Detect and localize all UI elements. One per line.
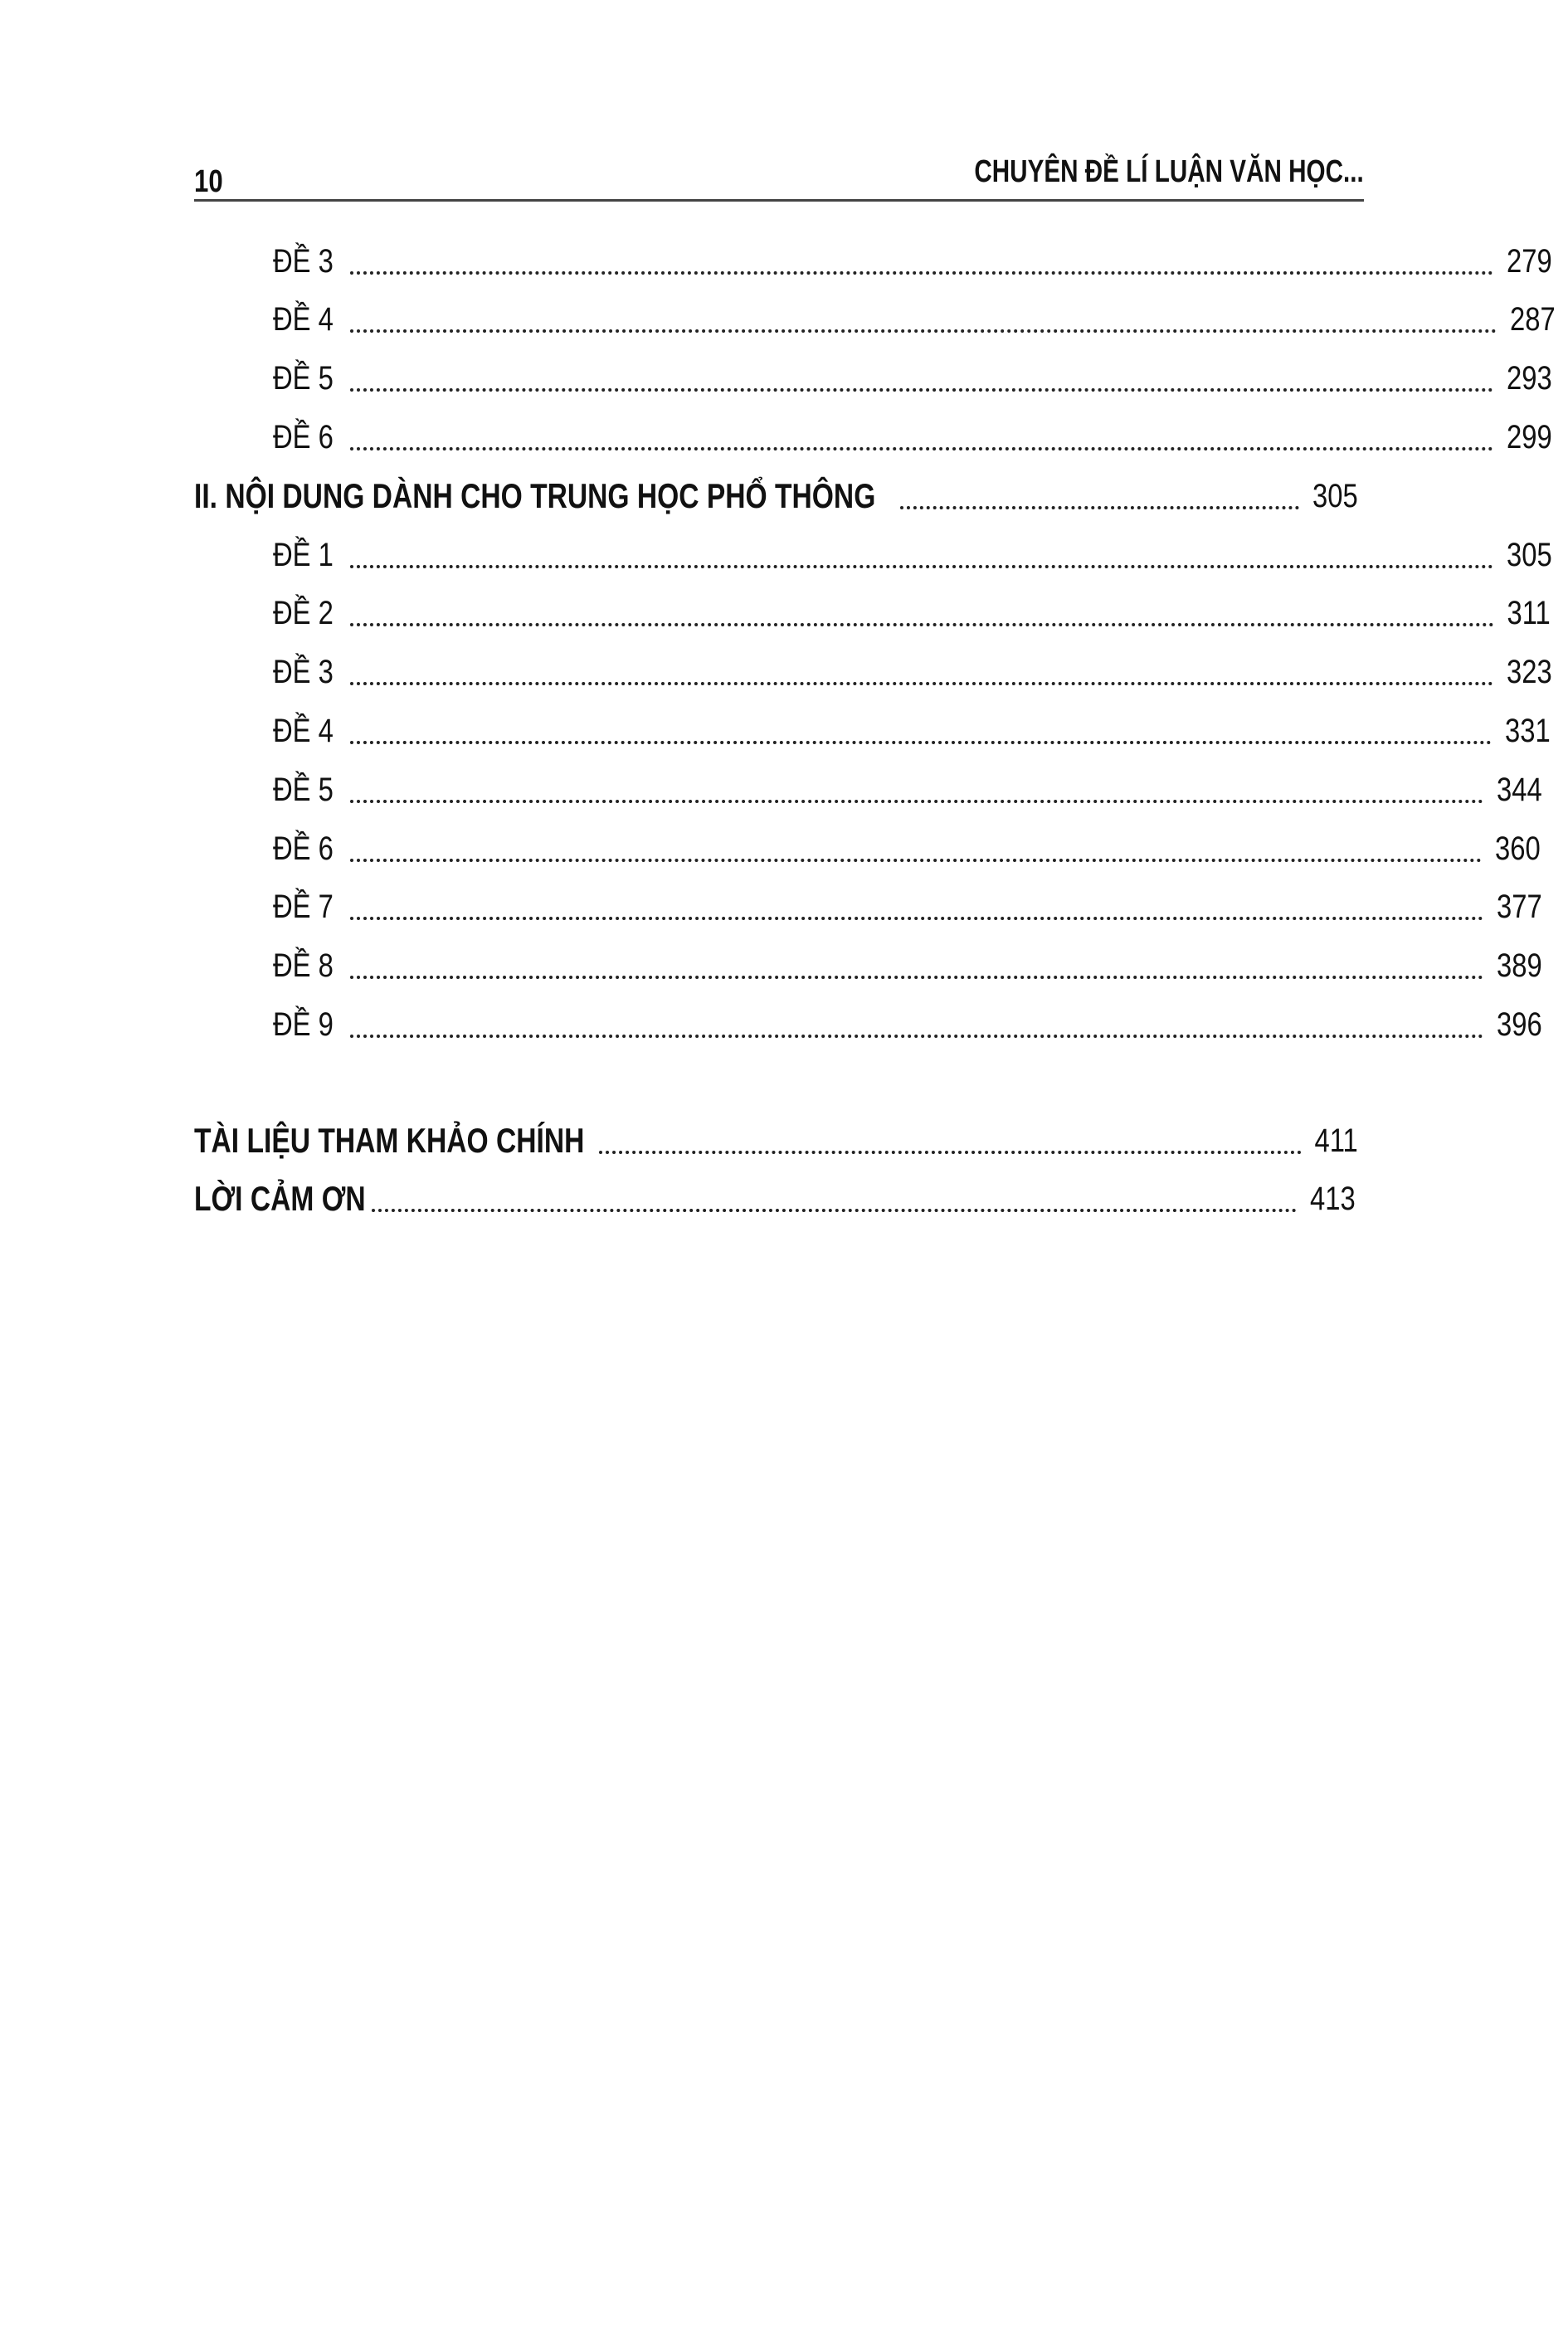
toc-entry[interactable] — [273, 941, 1542, 991]
dot-leader — [350, 800, 1483, 803]
toc-entry-label: ĐỀ 5 — [273, 772, 334, 808]
dot-leader — [350, 976, 1483, 979]
toc-entry-page: 377 — [1497, 889, 1542, 925]
toc-entry-page: 344 — [1497, 772, 1542, 808]
dot-leader — [372, 1209, 1297, 1212]
dot-leader — [599, 1151, 1302, 1154]
dot-leader — [350, 388, 1493, 392]
toc-entry-page: 411 — [1314, 1122, 1358, 1159]
dot-leader — [350, 565, 1493, 568]
toc-entry-label: ĐỀ 5 — [273, 360, 334, 397]
toc-chapter-heading[interactable] — [194, 1116, 1358, 1166]
toc-entry[interactable] — [273, 1000, 1542, 1049]
toc-entry[interactable] — [273, 765, 1542, 815]
toc-entry-label: ĐỀ 3 — [273, 654, 334, 690]
toc-entry-page: 299 — [1507, 419, 1552, 455]
toc-entry[interactable] — [273, 647, 1552, 697]
header-rule — [194, 199, 1364, 202]
toc-entry-label: ĐỀ 6 — [273, 830, 334, 867]
toc-entry-label: ĐỀ 2 — [273, 595, 334, 631]
toc-entry-label: ĐỀ 3 — [273, 243, 334, 280]
toc-entry-page: 396 — [1497, 1006, 1542, 1043]
toc-entry[interactable] — [273, 412, 1552, 462]
page-number: 10 — [194, 164, 223, 199]
toc-entry-page: 293 — [1507, 360, 1552, 397]
toc-entry-label: LỜI CẢM ƠN — [194, 1179, 366, 1218]
toc-entry-label: ĐỀ 4 — [273, 713, 334, 749]
toc-entry[interactable] — [273, 882, 1542, 932]
toc-entry-page: 331 — [1505, 713, 1551, 749]
toc-entry-label: ĐỀ 8 — [273, 947, 334, 984]
toc-entry-page: 305 — [1312, 478, 1358, 514]
dot-leader — [350, 859, 1482, 862]
toc-entry-page: 413 — [1310, 1181, 1356, 1217]
toc-entry-label: ĐỀ 9 — [273, 1006, 334, 1043]
dot-leader — [350, 271, 1493, 275]
toc-entry[interactable] — [273, 588, 1551, 638]
toc-entry-page: 323 — [1507, 654, 1552, 690]
toc-entry[interactable] — [273, 706, 1551, 756]
toc-entry-page: 311 — [1507, 595, 1551, 631]
toc-entry-label: ĐỀ 4 — [273, 301, 334, 338]
toc-entry[interactable] — [273, 236, 1552, 286]
toc-section-heading[interactable] — [194, 471, 1358, 521]
dot-leader — [350, 1035, 1483, 1038]
toc-entry[interactable] — [273, 353, 1552, 403]
dot-leader — [350, 447, 1493, 450]
dot-leader — [350, 741, 1492, 744]
toc-entry-label: ĐỀ 6 — [273, 419, 334, 455]
toc-entry-label: ĐỀ 1 — [273, 537, 334, 573]
toc-entry[interactable] — [273, 824, 1541, 874]
toc-entry-page: 279 — [1507, 243, 1552, 280]
toc-entry-page: 389 — [1497, 947, 1542, 984]
toc-entry-label: ĐỀ 7 — [273, 889, 334, 925]
toc-entry-label: TÀI LIỆU THAM KHẢO CHÍNH — [194, 1121, 585, 1160]
dot-leader — [350, 682, 1493, 685]
toc-entry-page: 360 — [1495, 830, 1541, 867]
dot-leader — [350, 917, 1483, 920]
toc-entry[interactable] — [273, 530, 1552, 580]
toc-entry[interactable] — [273, 295, 1556, 344]
toc-entry-label: II. NỘI DUNG DÀNH CHO TRUNG HỌC PHỔ THÔNG — [194, 476, 876, 515]
running-title: CHUYÊN ĐỀ LÍ LUẬN VĂN HỌC... — [974, 154, 1364, 189]
toc-chapter-heading[interactable] — [194, 1174, 1356, 1224]
dot-leader — [350, 329, 1497, 333]
toc-entry-page: 305 — [1507, 537, 1552, 573]
dot-leader — [900, 506, 1300, 509]
dot-leader — [350, 623, 1494, 626]
toc-entry-page: 287 — [1510, 301, 1556, 338]
page-header — [194, 149, 1364, 199]
